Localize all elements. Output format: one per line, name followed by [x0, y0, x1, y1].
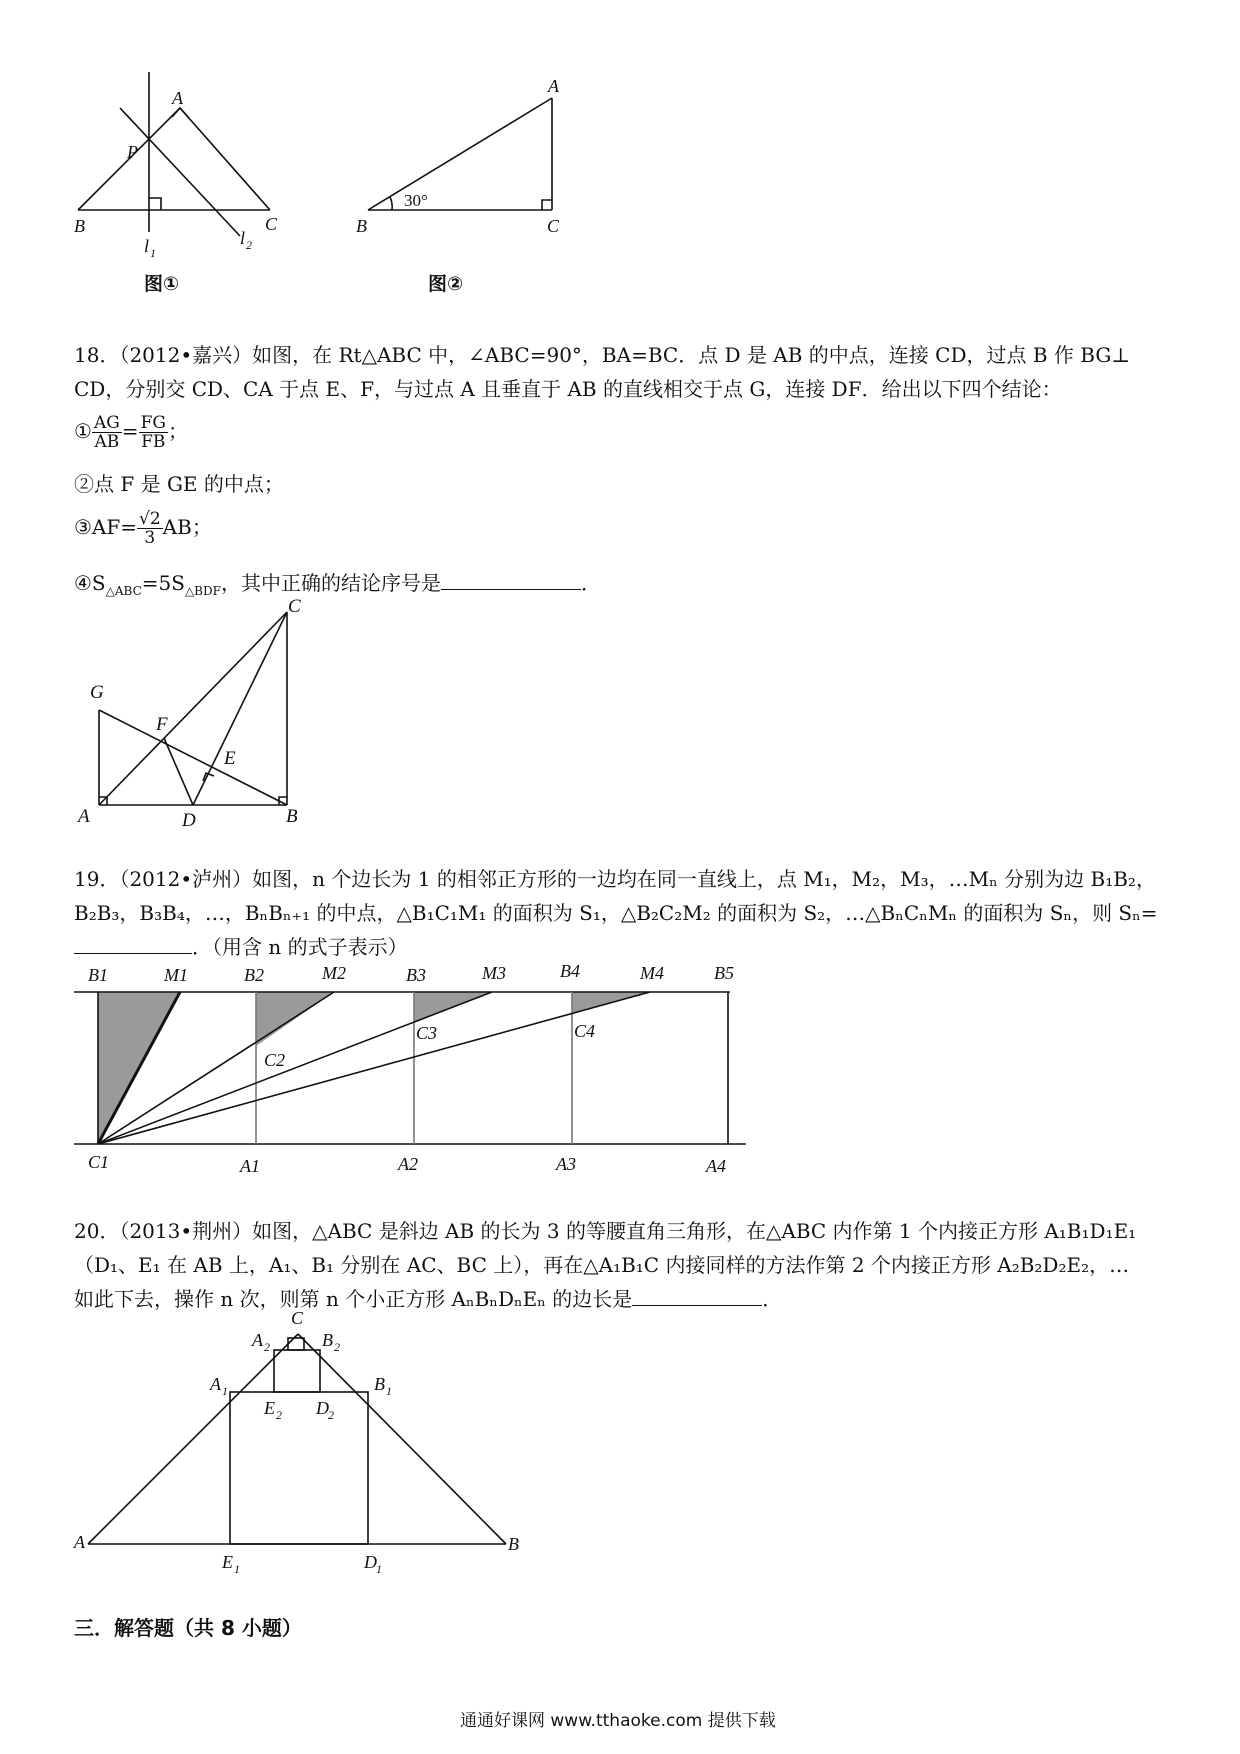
q20-line2: （D₁、E₁ 在 AB 上，A₁、B₁ 分别在 AC、BC 上），再在△A₁B₁C 内接同样的方法作第 2 个内接正方形 A₂B₂D₂E₂，…	[74, 1253, 1130, 1277]
q19-fig-label-B5: B5	[714, 963, 734, 983]
q18-c1-eq: =	[121, 419, 139, 443]
q18-c4-sub2: △BDF	[184, 584, 221, 598]
q20-fig-label-B: B	[508, 1534, 519, 1554]
q20-fig-label-A1-sub: 1	[222, 1384, 228, 1398]
q18-c3-end: AB；	[162, 515, 212, 539]
q18-c4-c: ，其中正确的结论序号是	[220, 571, 441, 595]
q19-line2: B₂B₃，B₃B₄，…，BₙBₙ₊₁ 的中点，△B₁C₁M₁ 的面积为 S₁，△B₂C₂M₂ 的面积为 S₂，…△BₙCₙMₙ 的面积为 Sₙ，则 Sₙ=	[74, 901, 1158, 925]
q20-fig-label-D2: D	[316, 1398, 329, 1418]
q18-conclusion-2: ②点 F 是 GE 的中点；	[74, 472, 284, 496]
q18-c1-den2: FB	[141, 432, 166, 452]
q18-fig-label-E: E	[224, 748, 236, 769]
q18-c4-a: ④S	[74, 571, 106, 595]
q19-fig-label-B1: B1	[88, 965, 108, 985]
fig2-label-A: A	[548, 76, 559, 96]
q18-c1-den1: AB	[94, 432, 120, 452]
q20-fig-label-D1-sub: 1	[376, 1562, 382, 1576]
q20-fig-label-A2: A	[252, 1330, 263, 1350]
fig2-caption: 图②	[428, 273, 464, 295]
q18-c3-prefix: ③AF=	[74, 515, 138, 539]
q19-fig-label-C2: C2	[264, 1050, 286, 1070]
q18-fig-label-F: F	[156, 714, 168, 735]
q19-fig-label-B3: B3	[406, 965, 426, 985]
q18-c4-b: =5S	[141, 571, 185, 595]
q19-fig-label-C4: C4	[574, 1021, 596, 1041]
q19-fig-label-M4: M4	[640, 963, 664, 983]
q20-fig-label-B1: B	[374, 1374, 385, 1394]
fig1-label-l2: l	[240, 228, 246, 248]
q19-line1: 19．（2012•泸州）如图，n 个边长为 1 的相邻正方形的一边均在同一直线上，点 M₁，M₂，M₃，…Mₙ 分别为边 B₁B₂，	[74, 867, 1156, 891]
q18-c4-sub1: △ABC	[105, 584, 142, 598]
fig1-caption: 图①	[144, 273, 180, 295]
q19-fig-label-A4: A4	[706, 1156, 726, 1176]
q20-fig-label-D1: D	[364, 1552, 377, 1572]
q20-fig-label-A1: A	[210, 1374, 221, 1394]
q19-line3: ．（用含 n 的式子表示）	[192, 935, 408, 959]
q20-line1: 20．（2013•荆州）如图，△ABC 是斜边 AB 的长为 3 的等腰直角三角形，在△ABC 内作第 1 个内接正方形 A₁B₁D₁E₁	[74, 1219, 1137, 1243]
q18-fig-label-B: B	[286, 806, 298, 827]
q18-c3-num: √2	[139, 509, 161, 529]
fig1-label-l1-sub: 1	[150, 246, 156, 260]
q19-fig-label-A3: A3	[556, 1154, 576, 1174]
q20-fig-label-B2: B	[322, 1330, 333, 1350]
q18-c4-end: ．	[580, 571, 601, 595]
fig1-label-P: P	[127, 142, 138, 162]
fig1-label-A: A	[172, 88, 183, 108]
q20-fig-label-D2-sub: 2	[328, 1408, 334, 1422]
q20-line3-end: ．	[762, 1287, 783, 1311]
q18-c1-num2: FG	[140, 413, 166, 433]
q18-fig-label-G: G	[90, 682, 104, 703]
page-footer: 通通好课网 www.tthaoke.com 提供下载	[460, 1711, 776, 1731]
q18-c1-end: ；	[167, 419, 188, 443]
q20-fig-label-E2: E	[264, 1398, 275, 1418]
q19-fig-label-C3: C3	[416, 1023, 438, 1043]
q18-c3-den: 3	[144, 528, 156, 548]
q20-fig-label-A: A	[74, 1532, 85, 1552]
q20-fig-label-B1-sub: 1	[386, 1384, 392, 1398]
q20-fig-label-B2-sub: 2	[334, 1340, 340, 1354]
fig1-label-C: C	[265, 214, 278, 234]
q20-fig-label-A2-sub: 2	[264, 1340, 270, 1354]
q18-fig-label-C: C	[288, 596, 301, 617]
q18-line2: CD，分别交 CD、CA 于点 E、F，与过点 A 且垂直于 AB 的直线相交于点 G，连接 DF．给出以下四个结论：	[74, 377, 1062, 401]
fig1-label-l2-sub: 2	[246, 238, 252, 252]
q19-fig-label-M1: M1	[164, 965, 188, 985]
q18-c1-prefix: ①	[74, 419, 92, 443]
q19-fig-label-B4: B4	[560, 961, 580, 981]
q20-line3: 如此下去，操作 n 次，则第 n 个小正方形 AₙBₙDₙEₙ 的边长是	[74, 1287, 633, 1311]
q19-fig-label-M3: M3	[482, 963, 506, 983]
q18-line1: 18．（2012•嘉兴）如图，在 Rt△ABC 中，∠ABC=90°，BA=BC．点 D 是 AB 的中点，连接 CD，过点 B 作 BG⊥	[74, 343, 1131, 367]
q19-fig-label-A2: A2	[398, 1154, 418, 1174]
q18-fig-label-D: D	[182, 810, 196, 831]
q18-c1-num1: AG	[93, 413, 120, 433]
q20-fig-label-E1-sub: 1	[234, 1562, 240, 1576]
q18-fig-label-A: A	[78, 806, 90, 827]
q19-fig-label-A1: A1	[240, 1156, 260, 1176]
q19-fig-label-C1: C1	[88, 1152, 110, 1172]
fig1-label-l1: l	[144, 236, 150, 256]
q19-fig-label-M2: M2	[322, 963, 346, 983]
fig2-label-C: C	[547, 216, 560, 236]
q20-fig-label-E1: E	[222, 1552, 233, 1572]
q20-fig-label-C: C	[291, 1308, 304, 1328]
fig2-label-B: B	[356, 216, 367, 236]
q20-fig-label-E2-sub: 2	[276, 1408, 282, 1422]
section-3-heading: 三．解答题（共 8 小题）	[74, 1616, 302, 1640]
fig2-angle-label: 30°	[404, 191, 428, 210]
fig1-label-B: B	[74, 216, 85, 236]
q19-fig-label-B2: B2	[244, 965, 264, 985]
